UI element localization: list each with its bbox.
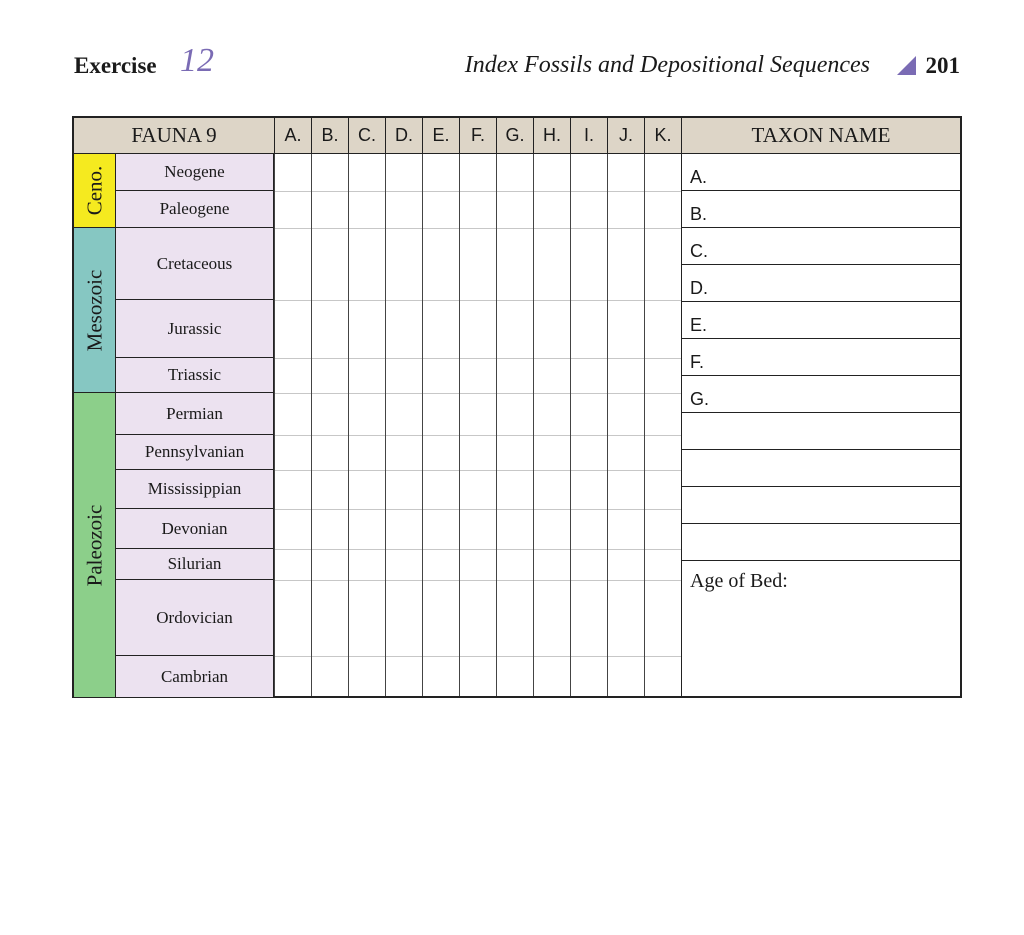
column-divider [311,154,312,696]
taxon-name-row[interactable]: C. [681,228,960,265]
column-header: H. [533,118,570,154]
page-number: 201 [925,53,960,78]
row-divider [274,580,681,581]
era-label: Paleozoic [82,504,107,586]
column-header: E. [422,118,459,154]
column-divider [533,154,534,696]
column-divider [385,154,386,696]
row-divider [274,509,681,510]
taxon-name-row[interactable] [681,487,960,524]
age-of-bed-label: Age of Bed: [690,570,788,592]
column-divider [644,154,645,696]
period-cell: Pennsylvanian [116,435,274,470]
period-cell: Ordovician [116,580,274,656]
column-divider [422,154,423,696]
triangle-marker-icon [897,56,916,75]
period-cell: Neogene [116,154,274,191]
exercise-number: 12 [180,42,214,79]
row-divider [274,549,681,550]
column-header: K. [644,118,681,154]
period-cell: Paleogene [116,191,274,228]
taxon-name-row[interactable]: D. [681,265,960,302]
period-cell: Jurassic [116,300,274,358]
column-header: D. [385,118,422,154]
running-title: Index Fossils and Depositional Sequences [464,52,870,78]
column-header: F. [459,118,496,154]
exercise-label: Exercise [74,53,157,78]
era-label: Mesozoic [82,269,106,351]
taxon-name-row[interactable] [681,524,960,561]
column-divider [274,154,275,696]
fauna-worksheet-table [72,116,962,698]
taxon-name-row[interactable] [681,413,960,450]
era-cell [74,228,116,393]
column-header: I. [570,118,607,154]
period-cell: Permian [116,393,274,435]
row-divider [274,435,681,436]
taxon-name-row[interactable]: G. [681,376,960,413]
column-divider [496,154,497,696]
column-header: C. [348,118,385,154]
page-header [74,40,960,90]
period-cell: Silurian [116,549,274,580]
period-cell: Cretaceous [116,228,274,300]
column-header: G. [496,118,533,154]
row-divider [274,656,681,657]
column-divider [607,154,608,696]
taxon-name-row[interactable]: E. [681,302,960,339]
era-label: Ceno. [82,165,107,216]
row-divider [274,470,681,471]
column-divider [348,154,349,696]
period-cell: Triassic [116,358,274,393]
era-cell [74,393,116,698]
row-divider [274,228,681,229]
taxon-name-row[interactable]: B. [681,191,960,228]
column-divider [570,154,571,696]
row-divider [274,300,681,301]
column-header: J. [607,118,644,154]
fauna-title: FAUNA 9 [74,118,274,154]
taxon-name-row[interactable]: A. [681,154,960,191]
column-divider [459,154,460,696]
row-divider [274,393,681,394]
period-cell: Cambrian [116,656,274,698]
era-cell [74,154,116,228]
taxon-name-header: TAXON NAME [681,118,960,154]
period-cell: Devonian [116,509,274,549]
row-divider [274,358,681,359]
row-divider [274,191,681,192]
column-header: B. [311,118,348,154]
column-header: A. [274,118,311,154]
taxon-name-row[interactable]: F. [681,339,960,376]
taxon-name-row[interactable] [681,450,960,487]
period-cell: Mississippian [116,470,274,509]
